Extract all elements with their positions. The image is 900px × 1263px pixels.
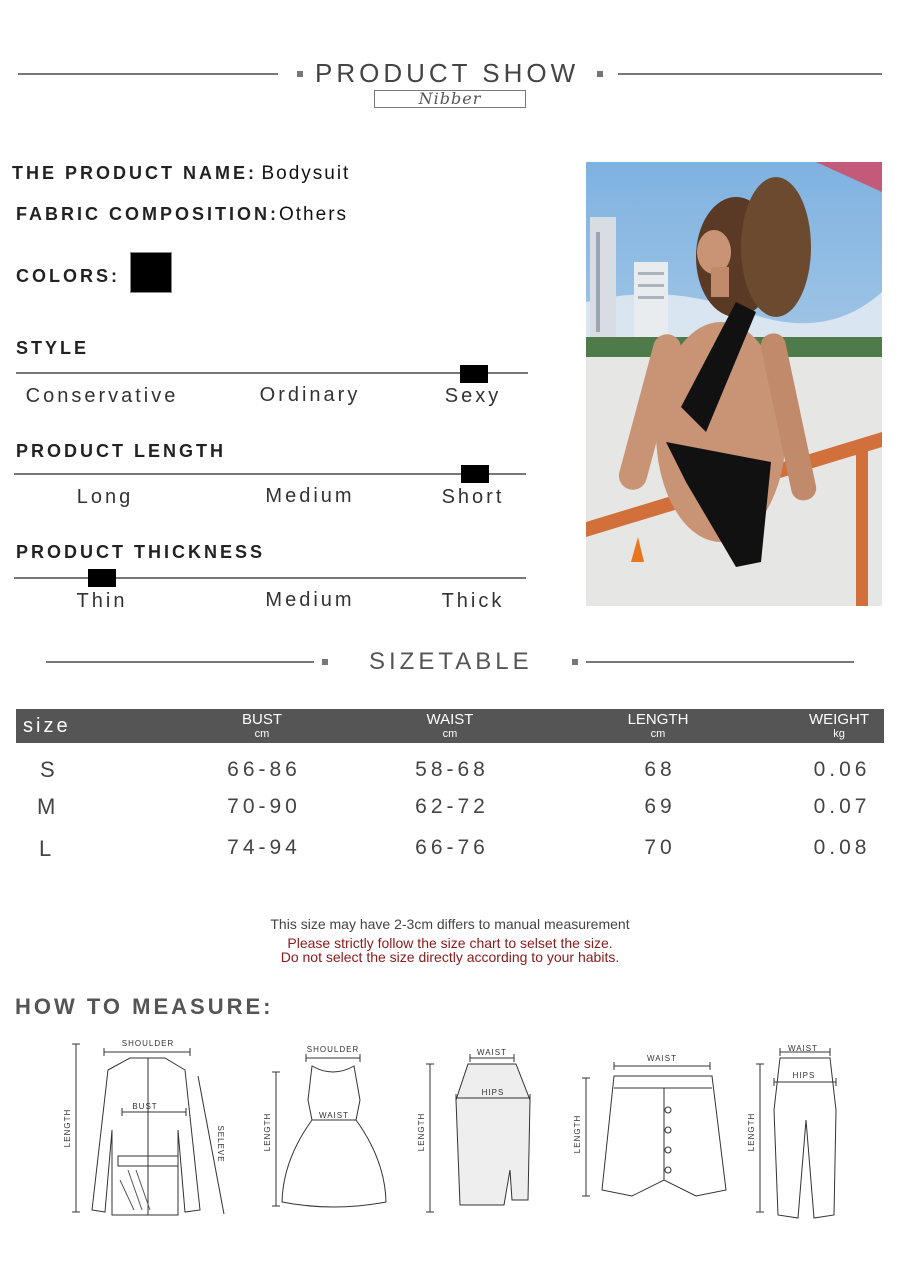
size-warning-line2: Do not select the size directly according to your habits. [280,949,620,965]
pants-waist-label: WAIST [787,1044,819,1053]
skirt-waist-label: WAIST [476,1048,508,1057]
measure-diagrams [0,1030,900,1230]
thickness-option-thin: Thin [76,590,128,612]
col-header-weight-label: WEIGHT [809,711,869,728]
length-label: PRODUCT LENGTH [16,441,226,461]
sizetable-rule-left [46,661,314,663]
length-scale-line [14,473,526,475]
header-bullet-left [297,71,303,77]
thickness-label: PRODUCT THICKNESS [16,542,266,562]
fabric-value: Others [279,204,349,225]
pants-length-label: LENGTH [747,1112,756,1152]
colors-label: COLORS: [16,266,120,286]
row-m-size: M [37,794,56,819]
skirt-diagram [426,1054,530,1212]
dress-length-label: LENGTH [263,1112,272,1152]
sizetable-title: SIZETABLE [369,648,533,675]
jacket-sleeve-label: SELEVE [216,1125,225,1163]
shorts-diagram [582,1062,726,1196]
length-option-long: Long [76,486,134,508]
style-option-sexy: Sexy [444,385,502,407]
col-header-bust [202,713,322,741]
header-rule-right [618,73,882,75]
row-s-length: 68 [644,758,676,781]
dress-waist-label: WAIST [318,1111,350,1120]
row-l-waist: 66-76 [415,836,489,859]
col-header-waist [390,713,510,741]
col-header-bust-label: BUST [241,711,282,728]
col-header-length-unit: cm [650,728,666,740]
fabric-label: FABRIC COMPOSITION: [16,204,279,224]
product-name-label: THE PRODUCT NAME: [12,163,257,183]
row-s-waist: 58-68 [415,758,489,781]
style-option-ordinary: Ordinary [259,384,361,406]
thickness-option-medium: Medium [265,589,355,611]
style-scale-line [16,372,528,374]
header-rule-left [18,73,278,75]
thickness-selected-marker [88,569,116,587]
row-l-weight: 0.08 [813,836,871,859]
shorts-length-label: LENGTH [573,1114,582,1154]
sizetable-rule-right [586,661,854,663]
product-name-row [12,163,350,185]
brand-label: Nibber [374,90,526,108]
col-header-waist-unit: cm [442,728,458,740]
style-label: STYLE [16,338,90,358]
col-header-weight [779,713,899,741]
length-option-short: Short [441,486,505,508]
style-option-conservative: Conservative [25,385,179,407]
row-m-length: 69 [644,795,676,818]
length-option-medium: Medium [265,485,355,507]
page-title: PRODUCT SHOW [315,58,580,88]
row-s-bust: 66-86 [227,758,301,781]
jacket-shoulder-label: SHOULDER [121,1039,175,1048]
col-header-weight-unit: kg [833,728,845,740]
sizetable-bullet-right [572,659,578,665]
dress-diagram [272,1054,386,1207]
col-header-length-label: LENGTH [627,711,689,728]
sizetable-bullet-left [322,659,328,665]
style-selected-marker [460,365,488,383]
fabric-row [16,204,348,226]
col-header-length [598,713,718,741]
length-selected-marker [461,465,489,483]
row-s-size: S [40,757,55,782]
row-l-size: L [39,836,52,861]
row-m-weight: 0.07 [813,795,871,818]
dress-shoulder-label: SHOULDER [306,1045,360,1054]
thickness-option-thick: Thick [441,590,505,612]
col-header-waist-label: WAIST [426,711,474,728]
shorts-waist-label: WAIST [646,1054,678,1063]
jacket-bust-label: BUST [132,1102,158,1111]
pants-hips-label: HIPS [792,1071,816,1080]
how-to-measure-title: HOW TO MEASURE: [15,994,274,1019]
sizetable-header-row [16,709,884,743]
product-name-value: Bodysuit [261,163,351,184]
jacket-diagram [72,1044,224,1215]
col-header-bust-unit: cm [254,728,270,740]
row-m-waist: 62-72 [415,795,489,818]
row-l-bust: 74-94 [227,836,301,859]
col-header-size: size [23,715,71,737]
size-warning-line1: Please strictly follow the size chart to selset the size. [287,935,613,951]
row-m-bust: 70-90 [227,795,301,818]
row-s-weight: 0.06 [813,758,871,781]
measurement-note: This size may have 2-3cm differs to manual measurement [270,916,630,932]
row-l-length: 70 [644,836,676,859]
skirt-length-label: LENGTH [417,1112,426,1152]
header-bullet-right [597,71,603,77]
color-swatch-black[interactable] [130,252,172,293]
skirt-hips-label: HIPS [481,1088,505,1097]
jacket-length-label: LENGTH [63,1108,72,1148]
product-photo [586,162,882,606]
